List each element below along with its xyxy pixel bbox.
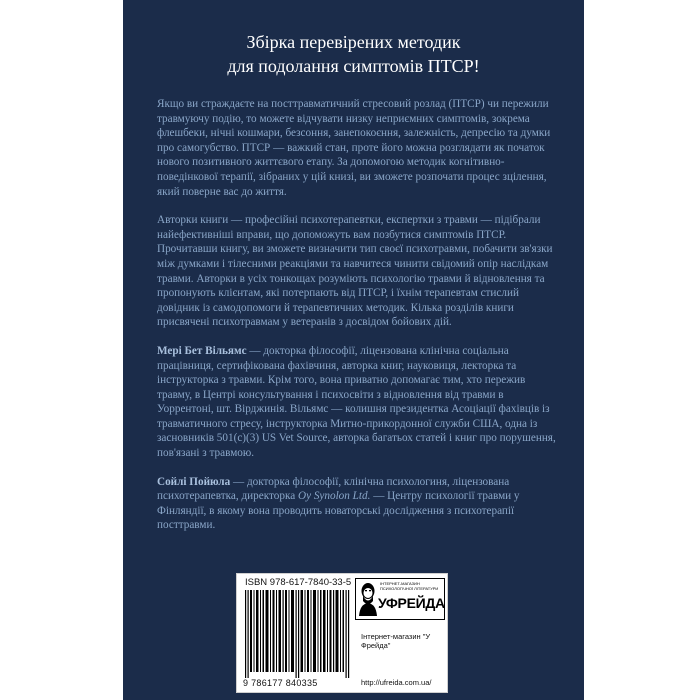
intro-paragraph: Якщо ви страждаєте на посттравматичний стресовий розлад (ПТСР) чи пережили травмуючу подію, то можете відчувати низку неприємних симптомів, зокрема флешбеки, нічні кошмари, безсоння, занепокоєння, залежність, депресію та думки про самогубство. ПТСР — важкий стан, проте його можна розглядати як початок нового позитивного життєвого етапу. За допомогою методик когнітивно-поведінкової терапії, зібраних у цій книзі, ви зможете розпочати процес зцілення, який поверне вас до життя. [157,98,551,198]
author-name-poijula: Сойлі Пойюла [157,475,231,488]
shop-url[interactable]: http://ufreida.com.ua/ [361,678,432,687]
headline-line-1: Збірка перевірених методик [246,32,461,52]
description-text [157,97,557,547]
ufreida-logo [355,578,445,620]
author-bio-poijula [157,475,557,533]
barcode-image [243,590,351,682]
authors-paragraph: Авторки книги — професійні психотерапевтки, експертки з травми — підібрали найефективніші вправи, що допоможуть вам позбутися симптомів ПТСР. Прочитавши книгу, ви зможете визначити тип своєї психотравми, побачити зв'язки між думками і тілесними реакціями та навчитеся чинити свідомий опір наслідкам травми. Авторки в усіх тонкощах розуміють психологію травми й відновлення та пропонують клієнтам, які потерпають від ПТСР, і їхнім терапевтам стислий довідник із самодопомоги й терапевтичних методик. Кілька розділів книги присвячені психотравмам у ветеранів з досвідом бойових дій. [157,214,553,329]
author-bio-williams [157,344,557,461]
logo-name: УФРЕЙДА [378,595,445,611]
organization-name: Oy Synolon Ltd. [297,490,371,503]
barcode-digits: 9 786177 840335 [243,678,318,688]
freud-portrait-icon [358,581,378,616]
cover-headline [123,30,584,78]
logo-tagline: ІНТЕРНЕТ-МАГАЗИН ПСИХОЛОГІЧНОЇ ЛІТЕРАТУРИ [380,581,439,591]
barcode-sticker [236,573,448,693]
isbn-label: ISBN 978-617-7840-33-5 [245,577,352,588]
author-name-williams: Мері Бет Вільямс [157,344,247,357]
author-bio-poijula-text-b: — Центру психології травми у Фінляндії, в якому вона проводить новаторські дослідження з психотерапії посттравми. [157,490,520,532]
shop-label: Інтернет-магазин "У Фрейда" [361,632,431,650]
author-bio-poijula-text-a: — докторка філософії, клінічна психологиня, ліцензована психотерапевтка, директорка [157,475,510,503]
headline-line-2: для подолання симптомів ПТСР! [227,56,480,76]
author-bio-williams-text: — докторка філософії, ліцензована клінічна соціальна працівниця, сертифікована фахівчиня, авторка книг, науковиця, лекторка та інструкторка з травми. Крім того, вона приватно допомагає тим, хто пережив травму, в Центрі консультування і психосвіти з відновлення від травми в Уоррентоні, шт. Вірджинія. Вільямс — колишня президентка Асоціації фахівців із травматичного стресу, інструкторка Митно-прикордонної служби США, одна із засновників 501(c)(3) US Vet Source, авторка багатьох статей і книг про порушення, пов'язані з травмою. [157,344,556,460]
